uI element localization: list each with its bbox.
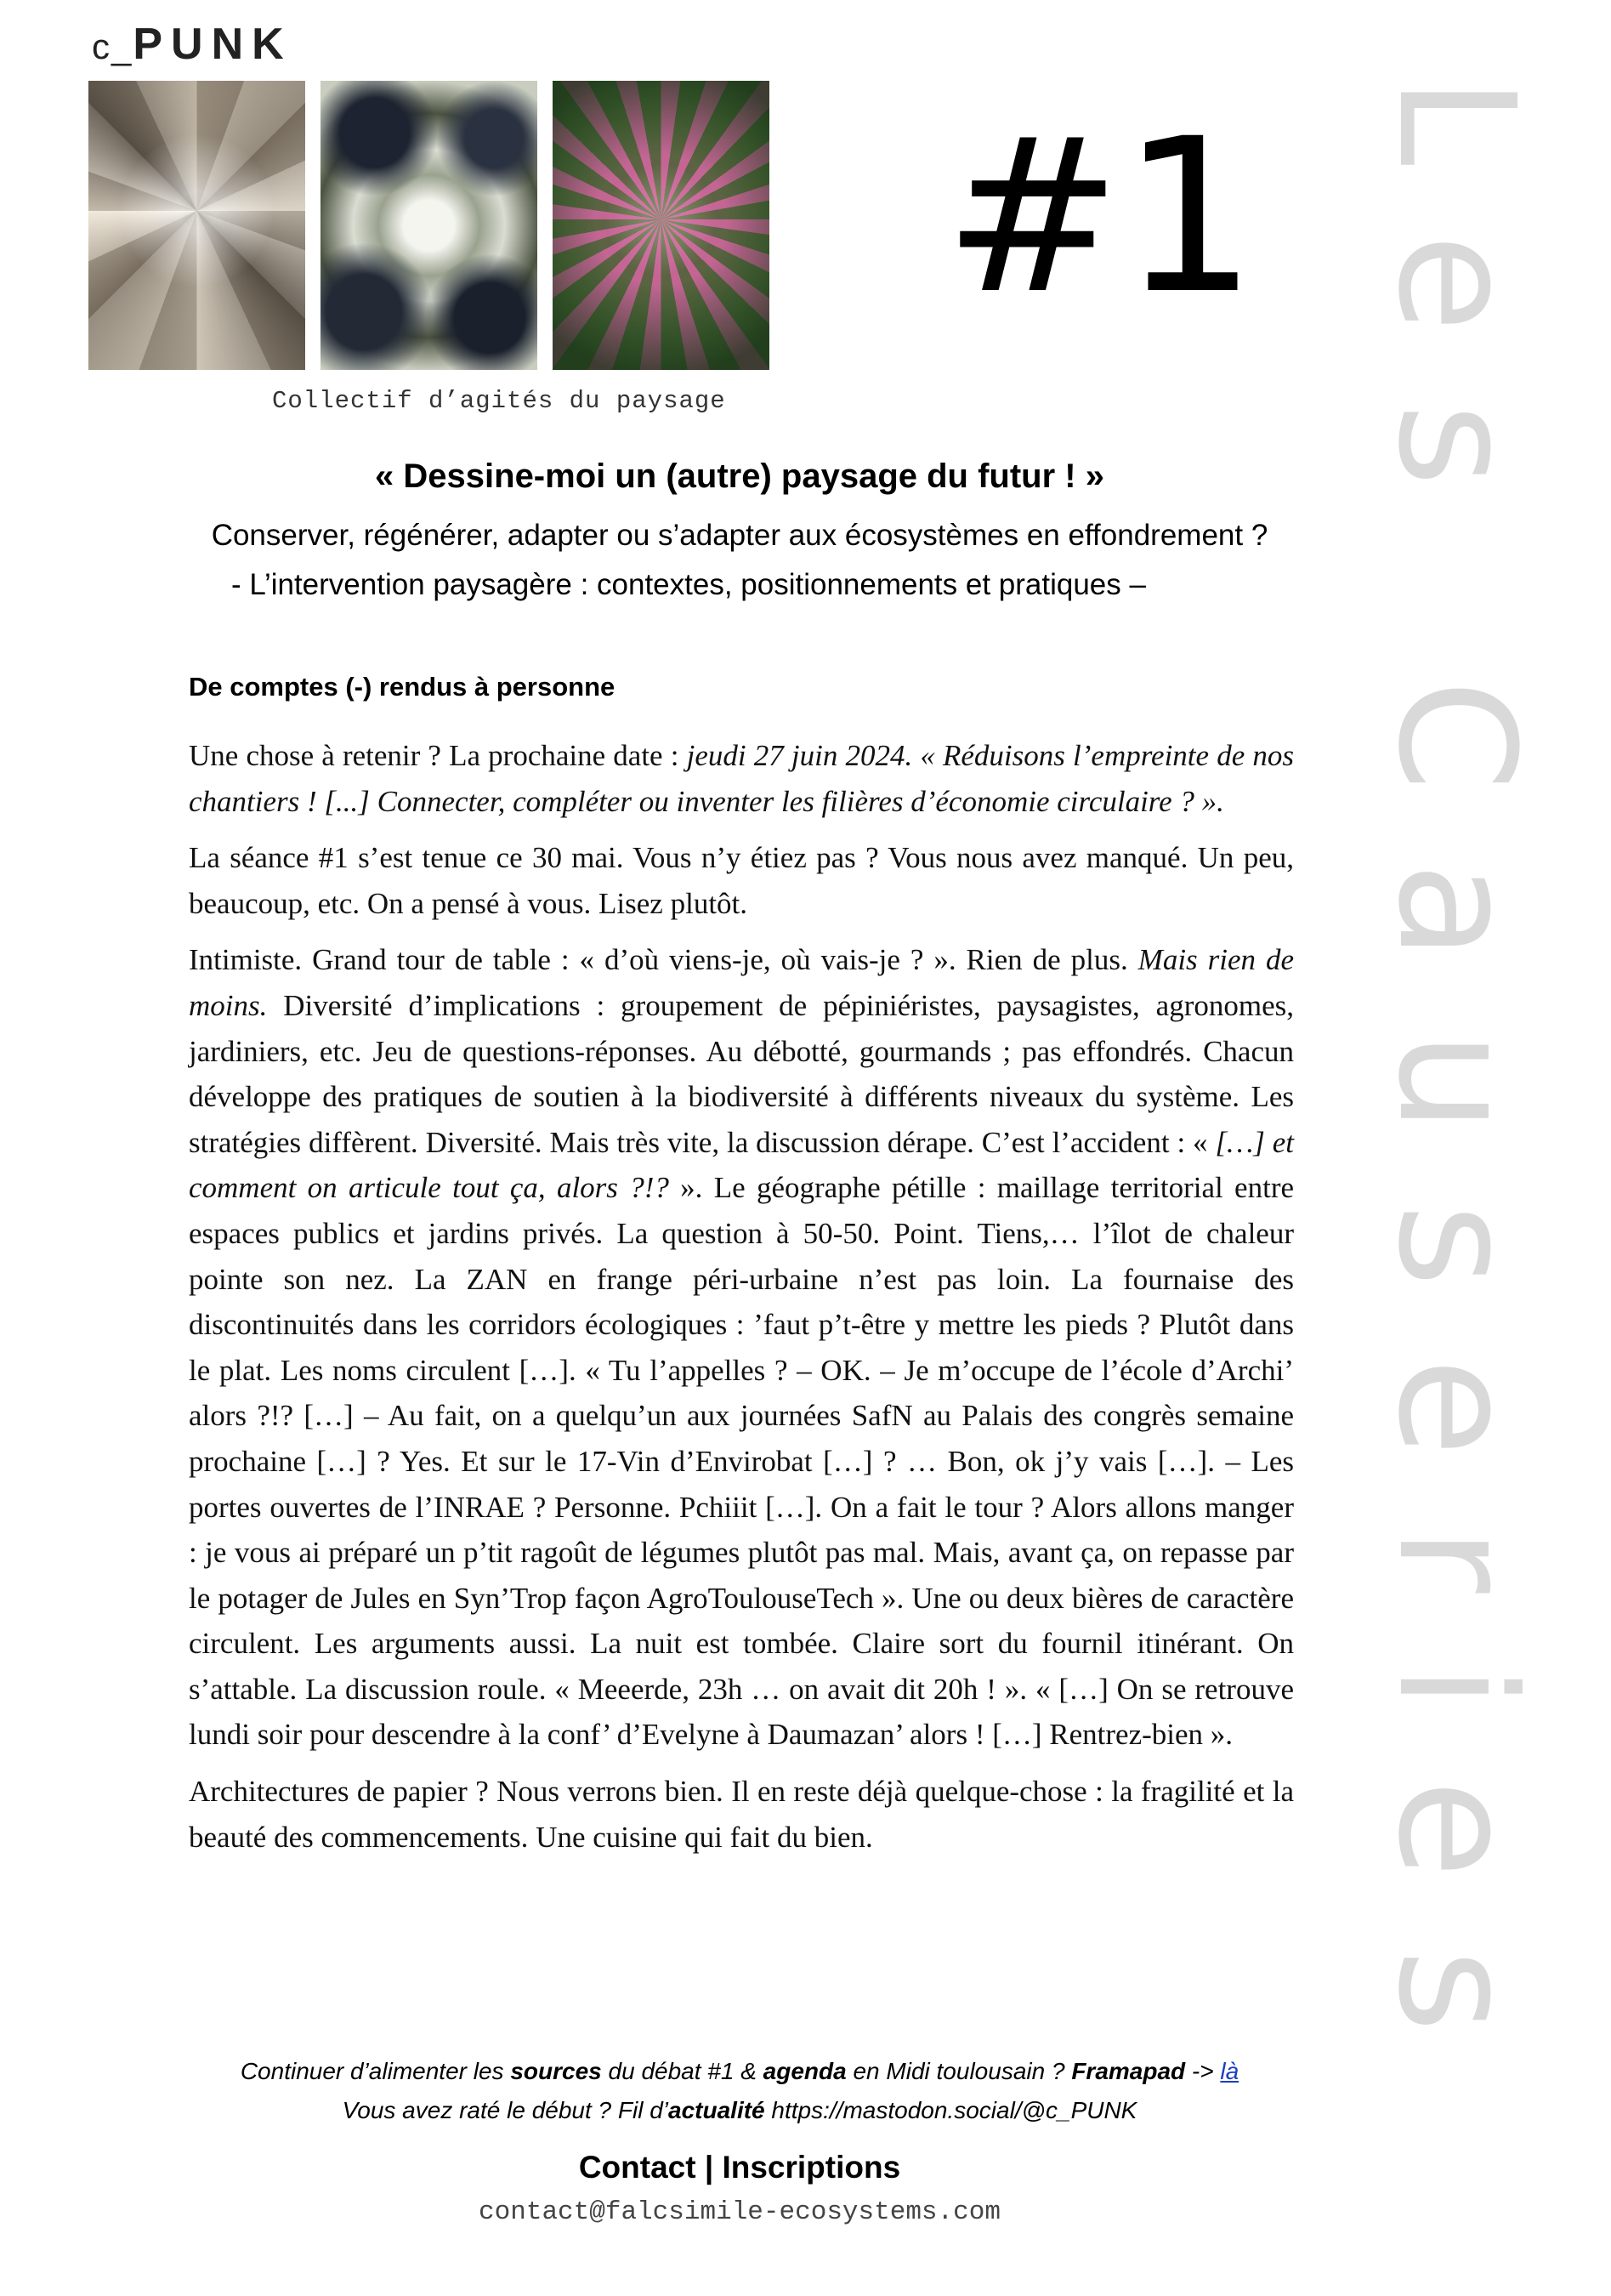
mastodon-link[interactable]: https://mastodon.social/@c_PUNK — [764, 2097, 1137, 2123]
paragraph-session: La séance #1 s’est tenue ce 30 mai. Vous n’y étiez pas ? Vous nous avez manqué. Un peu, beaucoup, etc. On a pensé à vous. Lisez plutôt. — [189, 841, 1294, 920]
paragraph-account: Intimiste. Grand tour de table : « d’où viens-je, où vais-je ? ». Rien de plus. Mais rien de moins. Diversité d’implications : groupement de pépiniéristes, paysagistes, agronomes, jardiniers, etc. Jeu de questions-réponses. Au débotté, gourmands ; pas effondrés. Chacun développe des pratiques de soutien à la biodiversité à différents niveaux du système. Les stratégies diffèrent. Diversité. Mais très vite, la discussion dérape. C’est l’accident : « […] et comment on articule tout ça, alors ?!? ». Le géographe pétille : maillage territorial entre espaces publics et jardins privés. La question à 50-50. Point. Tiens,… l’îlot de chaleur pointe son nez. La ZAN en frange péri-urbaine n’est pas loin. La fournaise des discontinuités dans les corridors écologiques : ’faut p’t-être y mettre les pieds ? Plutôt dans le plat. Les noms circulent […]. « Tu l’appelles ? – OK. – Je m’occupe de l’école d’Archi’ alors ?!? […] – Au fait, on a quelqu’un aux journées SafN au Palais des congrès semaine prochaine […] ? Yes. Et sur le 17-Vin d’Envirobat […] ? … Bon, ok j’y vais […]. – Les portes ouvertes de l’INRAE ? Personne. Pchiiit […]. On a fait le tour ? Alors allons manger : je vous ai préparé un p’tit ragoût de légumes plutôt pas mal. Mais, avant ça, on repasse par le potager de Jules en Syn’Trop façon AgroToulouseTech ». Une ou deux bières de caractère circulent. Les arguments aussi. La nuit est tombée. Claire sort du fournil itinérant. On s’attable. La discussion roule. « Meeerde, 23h … on avait dit 20h ! ». « […] On se retrouve lundi soir pour descendre à la conf’ d’Evelyne à Daumazan’ alors ! […] Rentrez-bien ». — [189, 943, 1295, 1752]
brand-prefix: c_ — [92, 26, 133, 66]
series-title-text: Les Causeries — [1363, 77, 1549, 2032]
paragraph-next-date: Une chose à retenir ? La prochaine date : jeudi 27 juin 2024. « Réduisons l’empreinte de nos chantiers ! [...] Connecter, compléter ou inventer les filières d’économie circulaire ? ». — [189, 739, 1294, 818]
contact-email[interactable]: contact@falcsimile-ecosystems.com — [479, 2197, 1001, 2227]
article-body — [189, 733, 1294, 1871]
section-heading: De comptes (-) rendus à personne — [189, 672, 615, 702]
kaleidoscope-photo-flower — [553, 81, 769, 370]
kaleidoscope-photo-beige — [88, 81, 305, 370]
issue-number: #1 — [944, 93, 1257, 340]
brand-name: PUNK — [133, 20, 292, 69]
brand-logo — [92, 19, 292, 70]
footer-news-line: Vous avez raté le début ? Fil d’actualité https://mastodon.social/@c_PUNK — [342, 2097, 1137, 2123]
footer-sources-line: Continuer d’alimenter les sources du débat #1 & agenda en Midi toulousain ? Framapad -> là — [240, 2058, 1239, 2084]
subtitle-question: Conserver, régénérer, adapter ou s’adapter aux écosystèmes en effondrement ? — [211, 519, 1268, 552]
subtitle-theme: - L’intervention paysagère : contextes, positionnements et pratiques – — [231, 568, 1146, 601]
kaleidoscope-photo-monochrome — [320, 81, 537, 370]
headline: « Dessine-moi un (autre) paysage du futur ! » — [375, 457, 1104, 495]
framapad-link[interactable]: là — [1220, 2058, 1239, 2084]
tagline: Collectif d’agités du paysage — [272, 387, 726, 415]
contact-heading: Contact | Inscriptions — [578, 2150, 901, 2185]
paragraph-conclusion: Architectures de papier ? Nous verrons bien. Il en reste déjà quelque-chose : la fragilité et la beauté des commencements. Une cuisine qui fait du bien. — [189, 1775, 1294, 1854]
series-title-vertical — [1363, 77, 1549, 2049]
